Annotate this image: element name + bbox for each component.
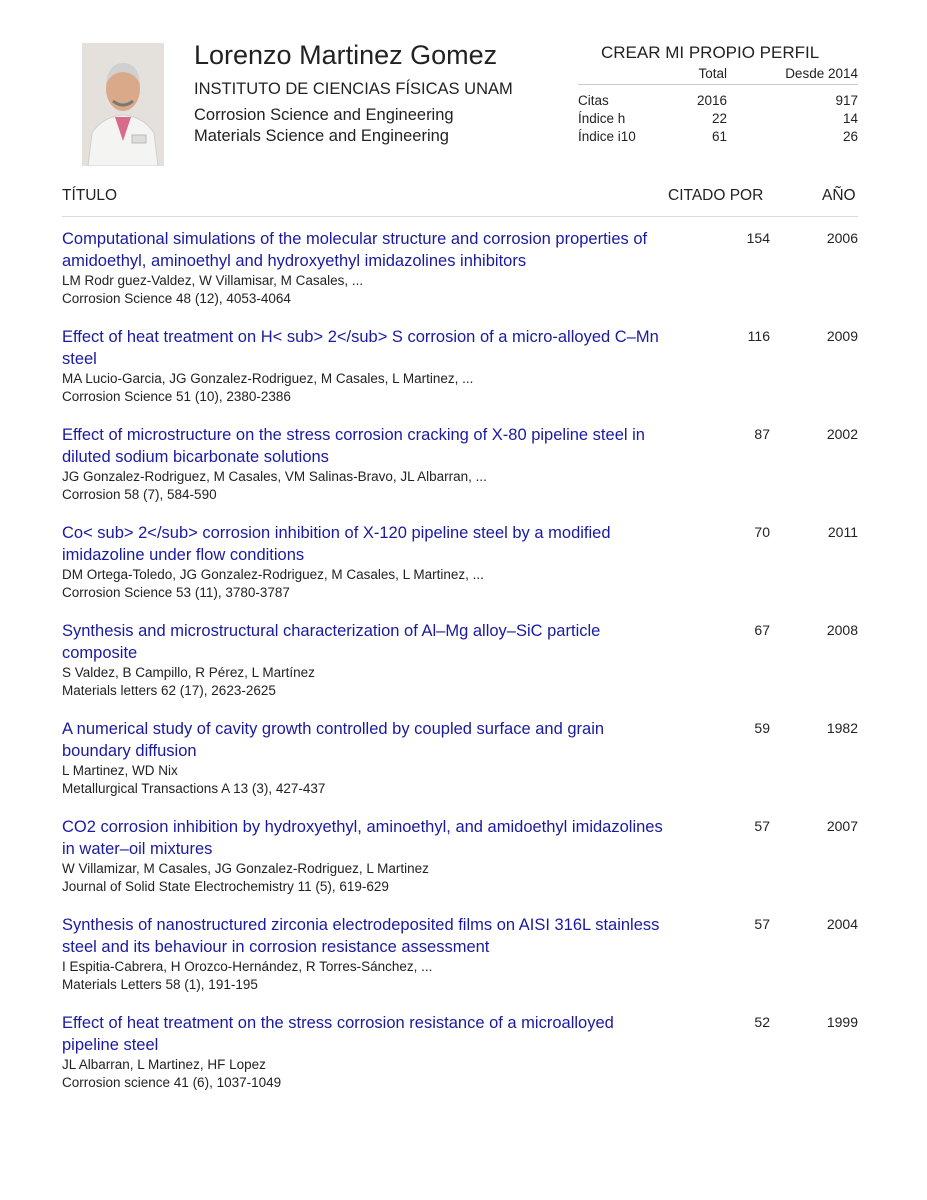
stats-header bbox=[578, 66, 858, 85]
stats-row bbox=[578, 129, 858, 147]
profile-photo bbox=[82, 43, 164, 166]
stats-header-total: Total bbox=[698, 66, 727, 81]
publication-year: 2011 bbox=[827, 524, 858, 540]
publication-row bbox=[62, 620, 858, 718]
publication-venue: Journal of Solid State Electrochemistry 11 (5), 619-629 bbox=[62, 879, 389, 894]
stats-total: 2016 bbox=[696, 93, 727, 108]
publication-authors: W Villamizar, M Casales, JG Gonzalez-Rodriguez, L Martinez bbox=[62, 861, 429, 876]
publication-venue: Corrosion science 41 (6), 1037-1049 bbox=[62, 1075, 282, 1090]
publication-row bbox=[62, 718, 858, 816]
publication-title-link[interactable]: Effect of microstructure on the stress corrosion cracking of X-80 pipeline steel in diluted sodium bicarbonate solutions bbox=[62, 426, 645, 466]
publication-cited-by[interactable]: 52 bbox=[754, 1014, 770, 1030]
publication-venue: Metallurgical Transactions A 13 (3), 427-437 bbox=[62, 781, 326, 796]
stats-since: 14 bbox=[842, 111, 858, 126]
header-divider bbox=[62, 216, 858, 217]
column-header-cited-by[interactable]: CITADO POR bbox=[668, 187, 764, 204]
publication-cited-by[interactable]: 116 bbox=[747, 328, 770, 344]
publication-venue: Corrosion 58 (7), 584-590 bbox=[62, 487, 217, 502]
profile-institution: INSTITUTO DE CIENCIAS FÍSICAS UNAM bbox=[194, 80, 513, 98]
publication-row bbox=[62, 424, 858, 522]
publication-authors: JL Albarran, L Martinez, HF Lopez bbox=[62, 1057, 266, 1072]
stats-label: Índice i10 bbox=[578, 129, 636, 144]
research-interest[interactable]: Corrosion Science and Engineering bbox=[194, 106, 454, 124]
publication-authors: S Valdez, B Campillo, R Pérez, L Martínez bbox=[62, 665, 315, 680]
stats-label: Citas bbox=[578, 93, 609, 108]
publication-year: 2009 bbox=[826, 328, 858, 344]
publication-title-link[interactable]: CO2 corrosion inhibition by hydroxyethyl, aminoethyl, and amidoethyl imidazolines in water–oil mixtures bbox=[62, 818, 663, 858]
create-profile-link[interactable]: CREAR MI PROPIO PERFIL bbox=[601, 43, 820, 62]
stats-label: Índice h bbox=[578, 111, 626, 126]
column-header-title: TÍTULO bbox=[62, 187, 118, 204]
publication-title-link[interactable]: A numerical study of cavity growth controlled by coupled surface and grain boundary diffusion bbox=[62, 720, 605, 760]
publication-cited-by[interactable]: 87 bbox=[754, 426, 770, 442]
publication-row bbox=[62, 1012, 858, 1110]
stats-row bbox=[578, 111, 858, 129]
stats-since: 917 bbox=[835, 93, 858, 108]
publication-year: 2004 bbox=[826, 916, 858, 932]
publication-row bbox=[62, 326, 858, 424]
publication-year: 2006 bbox=[826, 230, 858, 246]
stats-total: 61 bbox=[711, 129, 727, 144]
stats-since: 26 bbox=[842, 129, 858, 144]
publication-cited-by[interactable]: 57 bbox=[754, 916, 770, 932]
publication-title-link[interactable]: Synthesis of nanostructured zirconia electrodeposited films on AISI 316L stainless steel and its behaviour in corrosion resistance assessment bbox=[62, 916, 660, 956]
publication-title-link[interactable]: Co< sub> 2</sub> corrosion inhibition of X-120 pipeline steel by a modified imidazoline under flow conditions bbox=[62, 524, 611, 564]
publication-cited-by[interactable]: 154 bbox=[746, 230, 770, 246]
publication-cited-by[interactable]: 57 bbox=[754, 818, 770, 834]
stats-header-since: Desde 2014 bbox=[785, 66, 858, 81]
publication-title-link[interactable]: Synthesis and microstructural characterization of Al–Mg alloy–SiC particle composite bbox=[62, 622, 601, 662]
publication-authors: LM Rodr guez-Valdez, W Villamisar, M Casales, ... bbox=[62, 273, 364, 288]
publication-year: 1982 bbox=[826, 720, 858, 736]
publication-title-link[interactable]: Effect of heat treatment on the stress corrosion resistance of a microalloyed pipeline steel bbox=[62, 1014, 614, 1054]
publication-row bbox=[62, 816, 858, 914]
publication-authors: L Martinez, WD Nix bbox=[62, 763, 178, 778]
publication-title-link[interactable]: Effect of heat treatment on H< sub> 2</sub> S corrosion of a micro-alloyed C–Mn steel bbox=[62, 328, 659, 368]
publication-list bbox=[62, 228, 858, 1110]
publication-authors: I Espitia-Cabrera, H Orozco-Hernández, R Torres-Sánchez, ... bbox=[62, 959, 433, 974]
publication-authors: MA Lucio-Garcia, JG Gonzalez-Rodriguez, M Casales, L Martinez, ... bbox=[62, 371, 474, 386]
column-header-year[interactable]: AÑO bbox=[822, 187, 856, 204]
publication-venue: Materials letters 62 (17), 2623-2625 bbox=[62, 683, 276, 698]
stats-row bbox=[578, 93, 858, 111]
publication-year: 1999 bbox=[826, 1014, 858, 1030]
publication-cited-by[interactable]: 67 bbox=[754, 622, 770, 638]
research-interest[interactable]: Materials Science and Engineering bbox=[194, 127, 449, 145]
publication-cited-by[interactable]: 70 bbox=[754, 524, 770, 540]
citation-stats-table bbox=[578, 66, 858, 147]
profile-name: Lorenzo Martinez Gomez bbox=[194, 40, 498, 70]
publication-venue: Corrosion Science 51 (10), 2380-2386 bbox=[62, 389, 291, 404]
publication-year: 2008 bbox=[826, 622, 858, 638]
publication-year: 2007 bbox=[826, 818, 858, 834]
publication-year: 2002 bbox=[826, 426, 858, 442]
publication-title-link[interactable]: Computational simulations of the molecular structure and corrosion properties of amidoethyl, aminoethyl and hydroxyethyl imidazolines inhibitors bbox=[62, 230, 648, 270]
publication-venue: Corrosion Science 53 (11), 3780-3787 bbox=[62, 585, 290, 600]
publication-row bbox=[62, 914, 858, 1012]
publication-venue: Corrosion Science 48 (12), 4053-4064 bbox=[62, 291, 291, 306]
publication-authors: DM Ortega-Toledo, JG Gonzalez-Rodriguez, M Casales, L Martinez, ... bbox=[62, 567, 484, 582]
publication-authors: JG Gonzalez-Rodriguez, M Casales, VM Salinas-Bravo, JL Albarran, ... bbox=[62, 469, 487, 484]
publication-row bbox=[62, 522, 858, 620]
stats-total: 22 bbox=[711, 111, 727, 126]
publication-venue: Materials Letters 58 (1), 191-195 bbox=[62, 977, 258, 992]
publication-row bbox=[62, 228, 858, 326]
publication-cited-by[interactable]: 59 bbox=[754, 720, 770, 736]
